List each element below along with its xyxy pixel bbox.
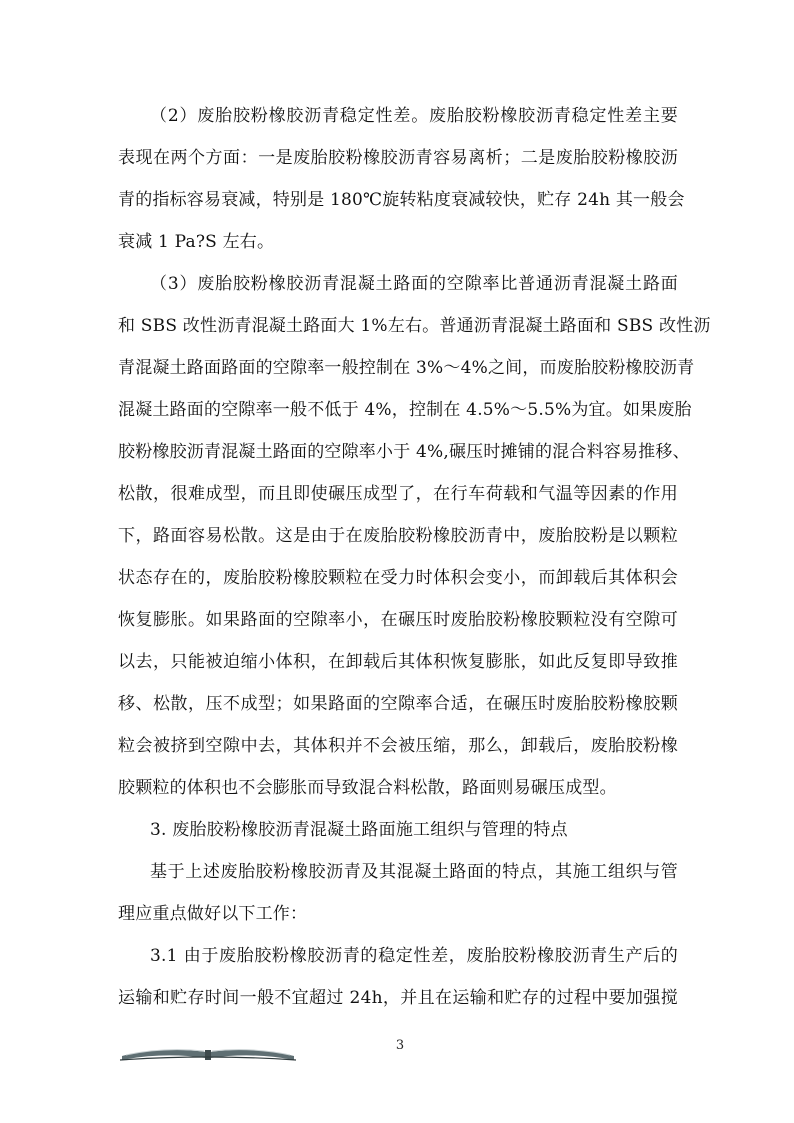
paragraph-line: 理应重点做好以下工作：: [118, 904, 308, 924]
paragraph-line: 基于上述废胎胶粉橡胶沥青及其混凝土路面的特点，其施工组织与管: [150, 862, 678, 882]
paragraph-line: 移、松散，压不成型；如果路面的空隙率合适，在碾压时废胎胶粉橡胶颗: [118, 694, 678, 714]
paragraph-line: 混凝土路面的空隙率一般不低于 4%，控制在 4.5%～5.5%为宜。如果废胎: [118, 400, 692, 420]
paragraph-line: 胶粉橡胶沥青混凝土路面的空隙率小于 4%,碾压时摊铺的混合料容易推移、: [118, 442, 690, 462]
paragraph-line: 表现在两个方面：一是废胎胶粉橡胶沥青容易离析；二是废胎胶粉橡胶沥: [118, 148, 678, 168]
paragraph-line: 青混凝土路面路面的空隙率一般控制在 3%～4%之间，而废胎胶粉橡胶沥青: [118, 358, 695, 378]
paragraph-line: （2）废胎胶粉橡胶沥青稳定性差。废胎胶粉橡胶沥青稳定性差主要: [150, 106, 678, 126]
paragraph-line: 下，路面容易松散。这是由于在废胎胶粉橡胶沥青中，废胎胶粉是以颗粒: [118, 526, 678, 546]
paragraph-line: 恢复膨胀。如果路面的空隙率小，在碾压时废胎胶粉橡胶颗粒没有空隙可: [118, 610, 678, 630]
paragraph-line: 以去，只能被迫缩小体积，在卸载后其体积恢复膨胀，如此反复即导致推: [118, 652, 678, 672]
open-book-logo-icon: [118, 1040, 298, 1062]
paragraph-line: 3.1 由于废胎胶粉橡胶沥青的稳定性差，废胎胶粉橡胶沥青生产后的: [150, 946, 678, 966]
paragraph-line: 松散，很难成型，而且即使碾压成型了，在行车荷载和气温等因素的作用: [118, 484, 678, 504]
paragraph-line: 青的指标容易衰减，特别是 180℃旋转粘度衰减较快，贮存 24h 其一般会: [118, 190, 685, 210]
section-heading: 3. 废胎胶粉橡胶沥青混凝土路面施工组织与管理的特点: [150, 820, 568, 840]
page-number: 3: [395, 1038, 405, 1053]
paragraph-line: 胶颗粒的体积也不会膨胀而导致混合料松散，路面则易碾压成型。: [118, 778, 617, 798]
paragraph-line: 运输和贮存时间一般不宜超过 24h，并且在运输和贮存的过程中要加强搅: [118, 988, 678, 1008]
paragraph-line: 衰减 1 Pa?S 左右。: [118, 232, 275, 252]
paragraph-line: （3）废胎胶粉橡胶沥青混凝土路面的空隙率比普通沥青混凝土路面: [150, 274, 678, 294]
paragraph-line: 和 SBS 改性沥青混凝土路面大 1%左右。普通沥青混凝土路面和 SBS 改性沥: [118, 316, 711, 336]
paragraph-line: 状态存在的，废胎胶粉橡胶颗粒在受力时体积会变小，而卸载后其体积会: [118, 568, 678, 588]
paragraph-line: 粒会被挤到空隙中去，其体积并不会被压缩，那么，卸载后，废胎胶粉橡: [118, 736, 678, 756]
